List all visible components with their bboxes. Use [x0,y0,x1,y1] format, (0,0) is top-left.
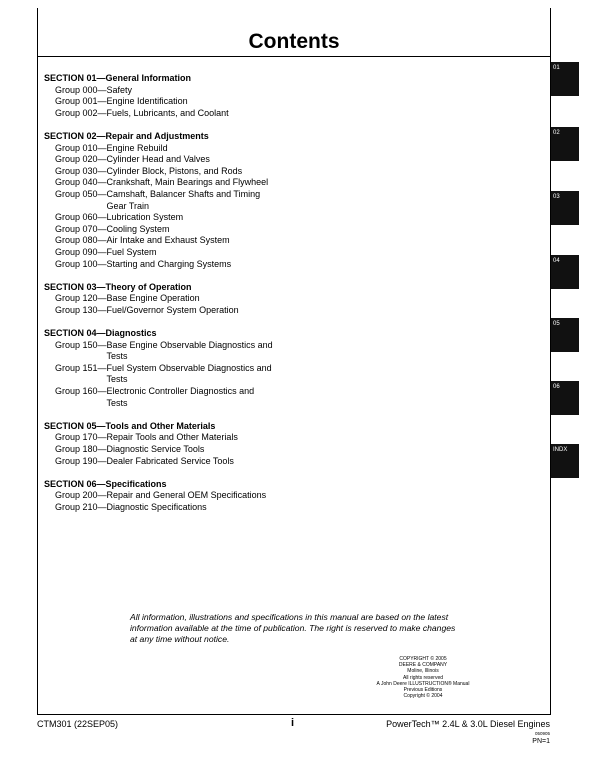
toc-group-entry[interactable] [44,293,344,305]
toc-group-entry[interactable] [44,502,344,514]
group-number: Group 130— [55,304,107,315]
group-number: Group 200— [55,490,107,501]
toc-group-entry[interactable] [44,386,344,409]
group-title: Fuels, Lubricants, and Coolant [106,107,229,118]
group-number: Group 050— [55,188,107,199]
toc-group-entry[interactable] [44,259,344,271]
group-number: Group 170— [55,432,107,443]
section-title[interactable]: SECTION 05—Tools and Other Materials [44,420,216,431]
toc-group-entry[interactable] [44,177,344,189]
section-title[interactable]: SECTION 04—Diagnostics [44,328,157,339]
group-title: Dealer Fabricated Service Tools [106,455,234,466]
group-number: Group 210— [55,501,107,512]
group-title: Engine Rebuild [106,142,168,153]
copyright-line: A John Deere ILLUSTRUCTION® Manual [376,680,470,687]
toc-group-entry[interactable] [44,189,344,212]
toc-group-entry[interactable] [44,432,344,444]
group-title: Lubrication System [106,212,184,223]
revision-code: 050905 [534,731,550,736]
toc-group-entry[interactable] [44,85,344,97]
copyright-line: COPYRIGHT © 2005 [399,656,447,662]
section-tab[interactable]: INDX [551,444,579,478]
section-tab[interactable]: 04 [551,255,579,289]
section-title[interactable]: SECTION 02—Repair and Adjustments [44,130,209,141]
group-number: Group 120— [55,293,107,304]
copyright-line: Copyright © 2004 [403,693,443,700]
group-title: Camshaft, Balancer Shafts and Timing Gear Train [106,188,261,211]
toc-section [44,328,344,409]
toc-section [44,421,344,467]
group-title: Engine Identification [106,96,188,107]
toc-section [44,479,344,514]
group-title: Cylinder Head and Valves [106,154,210,165]
group-title: Diagnostic Service Tools [106,444,205,454]
manual-title: PowerTech™ 2.4L & 3.0L Diesel Engines [386,719,550,729]
group-title: Cooling System [106,223,170,234]
group-number: Group 100— [55,258,107,269]
toc-group-entry[interactable] [44,108,344,120]
footer-divider [37,714,551,715]
group-number: Group 150— [55,339,107,350]
copyright-line: All rights reserved [402,674,443,681]
group-number: Group 020— [55,154,107,165]
toc-group-entry[interactable] [44,224,344,236]
section-tab[interactable]: 03 [551,191,579,225]
toc-group-entry[interactable] [44,235,344,247]
group-number: Group 070— [55,223,107,234]
toc-group-entry[interactable] [44,305,344,317]
toc-group-entry[interactable] [44,490,344,502]
group-title: Base Engine Operation [106,293,200,304]
toc-section [44,282,344,317]
toc-group-entry[interactable] [44,247,344,259]
group-number: Group 002— [55,107,107,118]
group-number: Group 060— [55,212,107,223]
group-title: Safety [106,84,133,95]
group-title: Electronic Controller Diagnostics and Tests [106,386,255,408]
copyright-line: Moline, Illinois [407,668,439,675]
group-title: Fuel System [106,246,157,257]
group-number: Group 151— [55,362,107,373]
copyright-line: Previous Editions [403,687,443,694]
toc-group-entry[interactable] [44,96,344,108]
title-divider [37,56,551,57]
section-title[interactable]: SECTION 06—Specifications [44,478,167,489]
group-title: Cylinder Block, Pistons, and Rods [106,165,243,176]
section-title[interactable]: SECTION 01—General Information [44,73,192,83]
toc-group-entry[interactable] [44,456,344,468]
group-number: Group 180— [55,444,107,454]
toc-section [44,73,344,119]
section-tab[interactable]: 02 [551,127,579,161]
group-number: Group 160— [55,386,107,397]
copyright-block [360,656,486,699]
table-of-contents [44,73,344,525]
group-number: Group 000— [55,84,107,95]
publication-notice: All information, illustrations and specifications in this manual are based on the latest information available at the time of publication. The right is reserved to make changes at any time without notice. [130,612,456,644]
group-number: Group 030— [55,165,107,176]
toc-group-entry[interactable] [44,166,344,178]
group-number: Group 090— [55,246,107,257]
group-number: Group 010— [55,142,107,153]
toc-group-entry[interactable] [44,444,344,456]
toc-group-entry[interactable] [44,363,344,386]
section-tab[interactable]: 06 [551,381,579,415]
section-tab[interactable]: 05 [551,318,579,352]
group-number: Group 001— [55,96,107,107]
group-title: Diagnostic Specifications [106,501,207,512]
group-number: Group 190— [55,455,107,466]
toc-group-entry[interactable] [44,212,344,224]
group-title: Repair Tools and Other Materials [106,432,238,443]
group-title: Crankshaft, Main Bearings and Flywheel [106,177,269,188]
toc-section [44,131,344,270]
pn-label: PN=1 [532,738,550,745]
group-number: Group 080— [55,235,107,246]
page-title: Contents [248,30,340,53]
group-number: Group 040— [55,177,107,188]
group-title: Fuel/Governor System Operation [106,304,239,315]
group-title: Repair and General OEM Specifications [106,490,267,501]
toc-group-entry[interactable] [44,143,344,155]
section-tab[interactable]: 01 [551,62,579,96]
copyright-line: DEERE & COMPANY [398,662,448,669]
section-title[interactable]: SECTION 03—Theory of Operation [44,281,192,292]
group-title: Starting and Charging Systems [106,258,232,269]
group-title: Fuel System Observable Diagnostics and Tests [106,362,272,385]
toc-group-entry[interactable] [44,340,344,363]
group-title: Air Intake and Exhaust System [106,235,230,246]
group-title: Base Engine Observable Diagnostics and Tests [106,339,273,362]
document-code: CTM301 (22SEP05) [37,719,119,729]
page-number: i [291,717,295,729]
toc-group-entry[interactable] [44,154,344,166]
